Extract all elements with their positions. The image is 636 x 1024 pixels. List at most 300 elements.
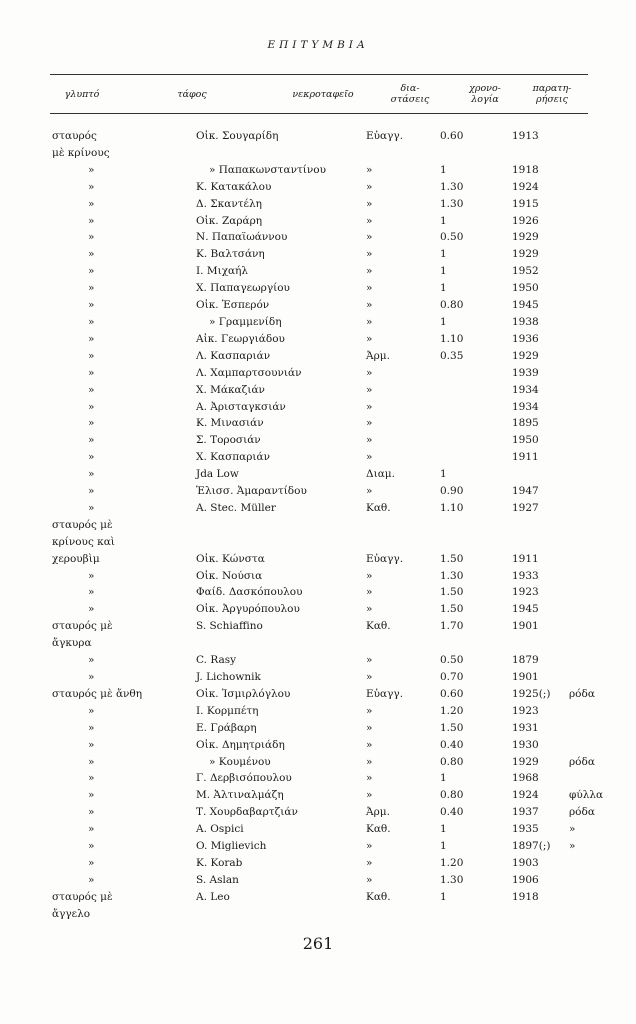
cell-tomb: [196, 635, 366, 652]
cell-dimensions: [440, 365, 512, 382]
header-dimensions-line2: στάσεις: [390, 94, 430, 105]
table-row: [50, 855, 629, 872]
table-row: [50, 297, 629, 314]
cell-dimensions: 1: [440, 840, 447, 853]
table-row: [50, 213, 629, 230]
cell-dimensions: 1.50: [440, 586, 464, 599]
cell-chronology: 1929: [512, 755, 539, 768]
cell-sculpture: »: [88, 180, 95, 193]
cell-dimensions: 0.40: [440, 738, 464, 751]
table-row: [50, 652, 629, 669]
cell-dimensions: 1.10: [440, 501, 464, 514]
table-row: [50, 196, 629, 213]
running-title: ΕΠΙΤΥΜΒΙΑ: [267, 39, 369, 51]
cell-chronology: 1923: [512, 704, 539, 717]
cell-chronology: [512, 906, 569, 923]
cell-remarks: [569, 179, 629, 196]
cell-sculpture: »: [88, 265, 95, 278]
cell-sculpture: ἄγγελο: [52, 907, 91, 920]
cell-chronology: [512, 635, 569, 652]
table-row: [50, 128, 629, 145]
cell-remarks: [569, 703, 629, 720]
cell-remarks: ρόδα: [569, 687, 595, 700]
cell-remarks: [569, 432, 629, 449]
table-row: [50, 162, 629, 179]
cell-chronology: 1945: [512, 603, 539, 616]
cell-tomb: » Παπακωνσταντίνου: [209, 163, 326, 176]
cell-dimensions: 1: [440, 890, 447, 903]
cell-remarks: [569, 415, 629, 432]
cell-tomb: Οἰκ. Δημητριάδη: [196, 738, 285, 751]
cell-cemetery: »: [366, 231, 373, 244]
page-number: 261: [302, 934, 334, 953]
cell-sculpture: »: [88, 569, 95, 582]
table-row: [50, 838, 629, 855]
cell-sculpture: »: [88, 282, 95, 295]
cell-sculpture: »: [88, 163, 95, 176]
cell-dimensions: 1: [440, 248, 447, 261]
cell-tomb: Ν. Παπαϊωάννου: [196, 231, 288, 244]
table-row: [50, 889, 629, 906]
cell-remarks: [569, 906, 629, 923]
cell-chronology: 1926: [512, 214, 539, 227]
cell-cemetery: Εὐαγγ.: [366, 687, 404, 700]
cell-cemetery: Ἀρμ.: [366, 349, 390, 362]
cell-sculpture: »: [88, 400, 95, 413]
cell-tomb: Ἐλισσ. Ἀμαραντίδου: [196, 485, 307, 498]
cell-remarks: [569, 348, 629, 365]
table-row: [50, 229, 629, 246]
cell-chronology: 1911: [512, 552, 539, 565]
cell-cemetery: »: [366, 485, 373, 498]
cell-chronology: 1925(;): [512, 687, 551, 700]
cell-chronology: 1927: [512, 501, 539, 514]
table-row: [50, 703, 629, 720]
cell-tomb: [196, 534, 366, 551]
header-top-rule: [50, 74, 588, 75]
cell-dimensions: 0.35: [440, 349, 464, 362]
cell-tomb: S. Schiaffino: [196, 620, 263, 633]
cell-chronology: 1915: [512, 197, 539, 210]
table-row: [50, 365, 629, 382]
cell-sculpture: »: [88, 434, 95, 447]
cell-tomb: K. Korab: [196, 856, 243, 869]
cell-remarks: [569, 652, 629, 669]
cell-cemetery: »: [366, 299, 373, 312]
cell-tomb: Οἰκ. Νούσια: [196, 569, 263, 582]
cell-sculpture: »: [88, 671, 95, 683]
cell-sculpture: »: [88, 856, 95, 869]
cell-sculpture: »: [88, 806, 95, 819]
cell-dimensions: 0.40: [440, 806, 464, 819]
cell-tomb: Jda Low: [196, 468, 239, 481]
cell-sculpture: »: [88, 704, 95, 717]
cell-remarks: [569, 280, 629, 297]
cell-cemetery: »: [366, 603, 373, 616]
cell-sculpture: σταυρός μὲ: [52, 518, 113, 531]
table-row: [50, 737, 629, 754]
cell-remarks: [569, 551, 629, 568]
header-cemetery: νεκροταφεῖο: [292, 89, 354, 100]
cell-cemetery: »: [366, 738, 373, 751]
cell-remarks: [569, 128, 629, 145]
header-remarks-line2: ρήσεις: [536, 94, 568, 105]
table-row: [50, 483, 629, 500]
table-row: [50, 618, 629, 635]
cell-cemetery: »: [366, 721, 373, 734]
cell-sculpture: »: [88, 586, 95, 599]
cell-dimensions: 1.50: [440, 552, 464, 565]
cell-dimensions: 1.20: [440, 856, 464, 869]
cell-remarks: [569, 213, 629, 230]
cell-tomb: [196, 517, 366, 534]
cell-cemetery: [366, 145, 440, 162]
cell-remarks: [569, 229, 629, 246]
cell-dimensions: 1.50: [440, 603, 464, 616]
cell-cemetery: [366, 517, 440, 534]
cell-cemetery: »: [366, 163, 373, 176]
cell-dimensions: [440, 635, 512, 652]
cell-dimensions: [440, 534, 512, 551]
cell-dimensions: 1: [440, 315, 447, 328]
cell-dimensions: [440, 382, 512, 399]
cell-cemetery: »: [366, 214, 373, 227]
cell-tomb: Χ. Παπαγεωργίου: [196, 282, 290, 295]
cell-dimensions: [440, 517, 512, 534]
cell-remarks: φύλλα: [569, 789, 604, 802]
cell-chronology: [512, 534, 569, 551]
table-row: [50, 584, 629, 601]
cell-cemetery: »: [366, 451, 373, 464]
cell-remarks: [569, 517, 629, 534]
cell-cemetery: Καθ.: [366, 620, 391, 633]
cell-remarks: [569, 196, 629, 213]
cell-chronology: 1952: [512, 265, 539, 278]
header-remarks: [522, 83, 582, 105]
table-row: [50, 432, 629, 449]
header-dimensions: [383, 83, 437, 105]
cell-sculpture: »: [88, 738, 95, 751]
cell-dimensions: [440, 399, 512, 416]
cell-chronology: 1929: [512, 231, 539, 244]
cell-sculpture: »: [88, 873, 95, 886]
cell-tomb: S. Aslan: [196, 873, 239, 886]
cell-tomb: Ι. Κορμπέτη: [196, 704, 259, 717]
cell-cemetery: »: [366, 704, 373, 717]
cell-tomb: Γ. Δερβισόπουλου: [196, 772, 292, 785]
cell-cemetery: Εὐαγγ.: [366, 552, 404, 565]
cell-chronology: 1924: [512, 789, 539, 802]
table-body: [50, 128, 629, 923]
cell-remarks: [569, 162, 629, 179]
cell-chronology: 1947: [512, 485, 539, 498]
cell-remarks: [569, 669, 629, 686]
cell-tomb: A. Stec. Müller: [196, 501, 276, 514]
cell-chronology: 1936: [512, 332, 539, 345]
cell-dimensions: 1.50: [440, 721, 464, 734]
cell-chronology: 1945: [512, 299, 539, 312]
table-row: [50, 754, 629, 771]
cell-remarks: ρόδα: [569, 806, 595, 819]
cell-chronology: [512, 466, 569, 483]
cell-dimensions: 1: [440, 468, 447, 481]
cell-remarks: [569, 618, 629, 635]
cell-dimensions: 1.10: [440, 332, 464, 345]
cell-sculpture: κρίνους καὶ: [52, 535, 115, 548]
cell-chronology: 1913: [512, 130, 539, 142]
cell-tomb: Χ. Κασπαριάν: [196, 451, 271, 464]
cell-remarks: [569, 382, 629, 399]
cell-cemetery: »: [366, 856, 373, 869]
cell-tomb: Οἰκ. Ζαράρη: [196, 214, 263, 227]
cell-remarks: [569, 145, 629, 162]
cell-dimensions: 1: [440, 214, 447, 227]
cell-tomb: [196, 906, 366, 923]
cell-sculpture: »: [88, 214, 95, 227]
cell-sculpture: »: [88, 468, 95, 481]
cell-chronology: 1906: [512, 873, 539, 886]
cell-chronology: 1933: [512, 569, 539, 582]
table-row: [50, 686, 629, 703]
cell-remarks: [569, 483, 629, 500]
cell-dimensions: 0.80: [440, 299, 464, 312]
cell-tomb: A. Ospici: [196, 823, 244, 836]
cell-tomb: Οἰκ. Ἑσπερόν: [196, 299, 270, 312]
cell-tomb: Φαίδ. Δασκόπουλου: [196, 586, 303, 599]
table-row: [50, 399, 629, 416]
cell-tomb: » Γραμμενίδη: [209, 315, 282, 328]
cell-dimensions: 1.20: [440, 704, 464, 717]
table-row: [50, 246, 629, 263]
cell-sculpture: »: [88, 349, 95, 362]
table-row: [50, 348, 629, 365]
cell-chronology: 1930: [512, 738, 539, 751]
cell-chronology: [512, 517, 569, 534]
cell-sculpture: »: [88, 451, 95, 464]
cell-tomb: Δ. Σκαντέλη: [196, 197, 262, 210]
cell-tomb: Λ. Κασπαριάν: [196, 349, 271, 362]
cell-remarks: [569, 500, 629, 517]
cell-dimensions: 1: [440, 772, 447, 785]
cell-tomb: Ι. Μιχαήλ: [196, 265, 249, 278]
cell-remarks: [569, 449, 629, 466]
cell-sculpture: »: [88, 417, 95, 430]
cell-remarks: [569, 246, 629, 263]
cell-sculpture: »: [88, 231, 95, 244]
table-row: [50, 500, 629, 517]
header-chronology-line1: χρονο-: [469, 83, 501, 94]
cell-cemetery: »: [366, 366, 373, 379]
cell-remarks: [569, 770, 629, 787]
table-row: [50, 770, 629, 787]
cell-sculpture: »: [88, 840, 95, 853]
cell-tomb: Οἰκ. Κώνστα: [196, 552, 265, 565]
cell-sculpture: »: [88, 315, 95, 328]
table-row: [50, 179, 629, 196]
cell-dimensions: [440, 145, 512, 162]
cell-cemetery: »: [366, 671, 373, 683]
cell-chronology: 1895: [512, 417, 539, 430]
cell-dimensions: [440, 906, 512, 923]
cell-chronology: 1879: [512, 654, 539, 667]
cell-chronology: 1924: [512, 180, 539, 193]
cell-cemetery: »: [366, 586, 373, 599]
cell-sculpture: »: [88, 299, 95, 312]
cell-chronology: 1934: [512, 400, 539, 413]
table-row: [50, 669, 629, 686]
cell-cemetery: »: [366, 400, 373, 413]
cell-sculpture: »: [88, 654, 95, 667]
table-row: [50, 517, 629, 534]
cell-remarks: [569, 534, 629, 551]
cell-cemetery: »: [366, 654, 373, 667]
cell-remarks: [569, 635, 629, 652]
cell-chronology: 1935: [512, 823, 539, 836]
cell-dimensions: 1: [440, 163, 447, 176]
cell-tomb: Μ. Ἀλτιναλμάζη: [196, 789, 284, 802]
table-row: [50, 415, 629, 432]
cell-tomb: » Κουμένου: [209, 755, 271, 768]
cell-dimensions: 0.70: [440, 671, 464, 683]
cell-cemetery: [366, 906, 440, 923]
cell-chronology: 1901: [512, 671, 539, 683]
cell-cemetery: Καθ.: [366, 890, 391, 903]
cell-chronology: 1950: [512, 434, 539, 447]
table-row: [50, 331, 629, 348]
cell-sculpture: ἄγκυρα: [52, 637, 92, 650]
cell-dimensions: 0.50: [440, 231, 464, 244]
cell-sculpture: »: [88, 823, 95, 836]
cell-sculpture: »: [88, 366, 95, 379]
cell-sculpture: σταυρός μὲ ἄνθη: [52, 687, 143, 700]
cell-sculpture: »: [88, 501, 95, 514]
cell-sculpture: »: [88, 248, 95, 261]
cell-dimensions: 1.30: [440, 873, 464, 886]
cell-dimensions: 1.70: [440, 620, 464, 633]
cell-sculpture: χερουβὶμ: [52, 552, 100, 565]
cell-chronology: 1968: [512, 772, 539, 785]
cell-remarks: [569, 297, 629, 314]
table-row: [50, 534, 629, 551]
cell-chronology: 1918: [512, 890, 539, 903]
cell-cemetery: »: [366, 755, 373, 768]
cell-cemetery: »: [366, 265, 373, 278]
table-row: [50, 280, 629, 297]
cell-dimensions: 0.60: [440, 130, 464, 142]
cell-sculpture: μὲ κρίνους: [52, 146, 110, 159]
cell-cemetery: Εὐαγγ.: [366, 130, 404, 142]
header-chronology: [458, 83, 512, 105]
cell-remarks: [569, 399, 629, 416]
cell-dimensions: 0.50: [440, 654, 464, 667]
cell-chronology: 1929: [512, 248, 539, 261]
cell-dimensions: 1: [440, 282, 447, 295]
cell-cemetery: »: [366, 789, 373, 802]
cell-tomb: Α. Ἀρισταγκσιάν: [196, 400, 286, 413]
cell-cemetery: [366, 635, 440, 652]
cell-chronology: 1937: [512, 806, 539, 819]
cell-chronology: 1929: [512, 349, 539, 362]
cell-dimensions: 1: [440, 823, 447, 836]
table-row: [50, 821, 629, 838]
cell-remarks: [569, 568, 629, 585]
cell-chronology: 1911: [512, 451, 539, 464]
cell-cemetery: »: [366, 248, 373, 261]
table-row: [50, 635, 629, 652]
cell-remarks: [569, 720, 629, 737]
cell-cemetery: »: [366, 383, 373, 396]
cell-chronology: 1934: [512, 383, 539, 396]
tombstone-table: [50, 128, 629, 923]
table-row: [50, 601, 629, 618]
cell-cemetery: Ἀρμ.: [366, 806, 390, 819]
table-row: [50, 314, 629, 331]
cell-cemetery: »: [366, 315, 373, 328]
cell-chronology: 1938: [512, 315, 539, 328]
cell-chronology: 1897(;): [512, 840, 551, 853]
cell-remarks: [569, 601, 629, 618]
header-dimensions-line1: δια-: [400, 83, 420, 94]
table-row: [50, 787, 629, 804]
cell-tomb: Οἰκ. Σουγαρίδη: [196, 130, 279, 142]
cell-sculpture: σταυρός μὲ: [52, 890, 113, 903]
table-row: [50, 551, 629, 568]
cell-sculpture: »: [88, 197, 95, 210]
cell-dimensions: 0.80: [440, 789, 464, 802]
cell-remarks: [569, 263, 629, 280]
cell-dimensions: [440, 432, 512, 449]
cell-dimensions: 1.30: [440, 197, 464, 210]
cell-chronology: 1923: [512, 586, 539, 599]
cell-cemetery: »: [366, 332, 373, 345]
cell-sculpture: »: [88, 772, 95, 785]
cell-remarks: [569, 314, 629, 331]
header-chronology-line2: λογία: [471, 94, 499, 105]
cell-dimensions: 0.60: [440, 687, 464, 700]
cell-remarks: [569, 584, 629, 601]
cell-tomb: C. Rasy: [196, 654, 237, 667]
cell-cemetery: »: [366, 282, 373, 295]
table-row: [50, 466, 629, 483]
cell-remarks: [569, 872, 629, 889]
header-sculpture: γλυπτό: [64, 89, 100, 100]
cell-sculpture: »: [88, 383, 95, 396]
cell-sculpture: σταυρός: [52, 130, 97, 142]
cell-tomb: A. Leo: [196, 890, 230, 903]
cell-dimensions: 1: [440, 265, 447, 278]
table-row: [50, 804, 629, 821]
cell-tomb: Τ. Χουρδαβαρτζιάν: [196, 806, 298, 819]
cell-chronology: 1918: [512, 163, 539, 176]
cell-sculpture: »: [88, 789, 95, 802]
cell-dimensions: 0.90: [440, 485, 464, 498]
table-row: [50, 145, 629, 162]
cell-remarks: [569, 737, 629, 754]
cell-dimensions: 1.30: [440, 180, 464, 193]
cell-cemetery: »: [366, 772, 373, 785]
cell-remarks: »: [569, 840, 576, 853]
cell-chronology: 1931: [512, 721, 539, 734]
cell-chronology: 1901: [512, 620, 539, 633]
cell-sculpture: »: [88, 603, 95, 616]
cell-cemetery: »: [366, 197, 373, 210]
cell-sculpture: »: [88, 485, 95, 498]
cell-remarks: [569, 855, 629, 872]
cell-remarks: »: [569, 823, 576, 836]
table-row: [50, 872, 629, 889]
cell-tomb: O. Miglievich: [196, 840, 267, 853]
cell-cemetery: Διαμ.: [366, 468, 395, 481]
